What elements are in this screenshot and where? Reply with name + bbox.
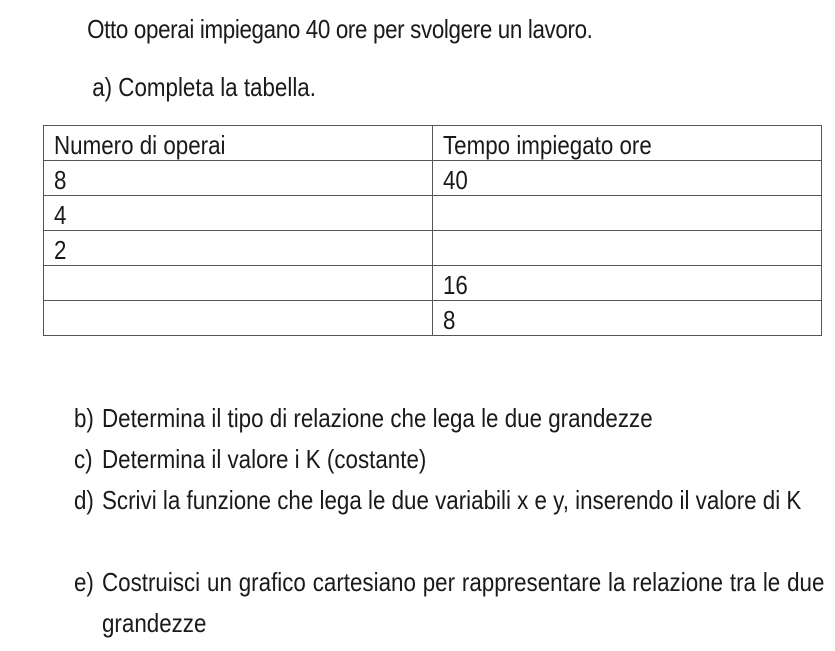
question-a: a) Completa la tabella. (92, 72, 316, 102)
question-e (74, 562, 824, 644)
question-letter: c) (74, 444, 93, 474)
table-row (44, 196, 822, 231)
table-header-row (44, 126, 822, 161)
table-row (44, 161, 822, 196)
question-c (74, 439, 824, 480)
question-text: Determina il valore i K (costante) (102, 444, 427, 474)
question-b (74, 398, 824, 439)
table-row (44, 301, 822, 336)
question-text: Costruisci un grafico cartesiano per rappresentare la relazione tra le due grandezze (102, 567, 825, 638)
exercise-intro: Otto operai impiegano 40 ore per svolgere un lavoro. (87, 14, 593, 44)
question-letter: e) (74, 567, 94, 597)
cell-time: 40 (433, 161, 822, 196)
cell-workers (44, 301, 433, 336)
cell-workers (44, 266, 433, 301)
cell-workers: 8 (44, 161, 433, 196)
header-time: Tempo impiegato ore (433, 126, 822, 161)
question-d (74, 480, 824, 562)
question-text: Determina il tipo di relazione che lega le due grandezze (102, 403, 653, 433)
question-letter: d) (74, 485, 94, 515)
cell-time: 16 (433, 266, 822, 301)
table-row (44, 231, 822, 266)
table-row (44, 266, 822, 301)
question-list (74, 398, 824, 644)
cell-workers: 4 (44, 196, 433, 231)
header-workers: Numero di operai (44, 126, 433, 161)
question-letter: b) (74, 403, 94, 433)
question-text: Scrivi la funzione che lega le due variabili x e y, inserendo il valore di K (102, 485, 802, 515)
cell-workers: 2 (44, 231, 433, 266)
cell-time: 8 (433, 301, 822, 336)
cell-time (433, 196, 822, 231)
data-table (43, 125, 822, 336)
cell-time (433, 231, 822, 266)
